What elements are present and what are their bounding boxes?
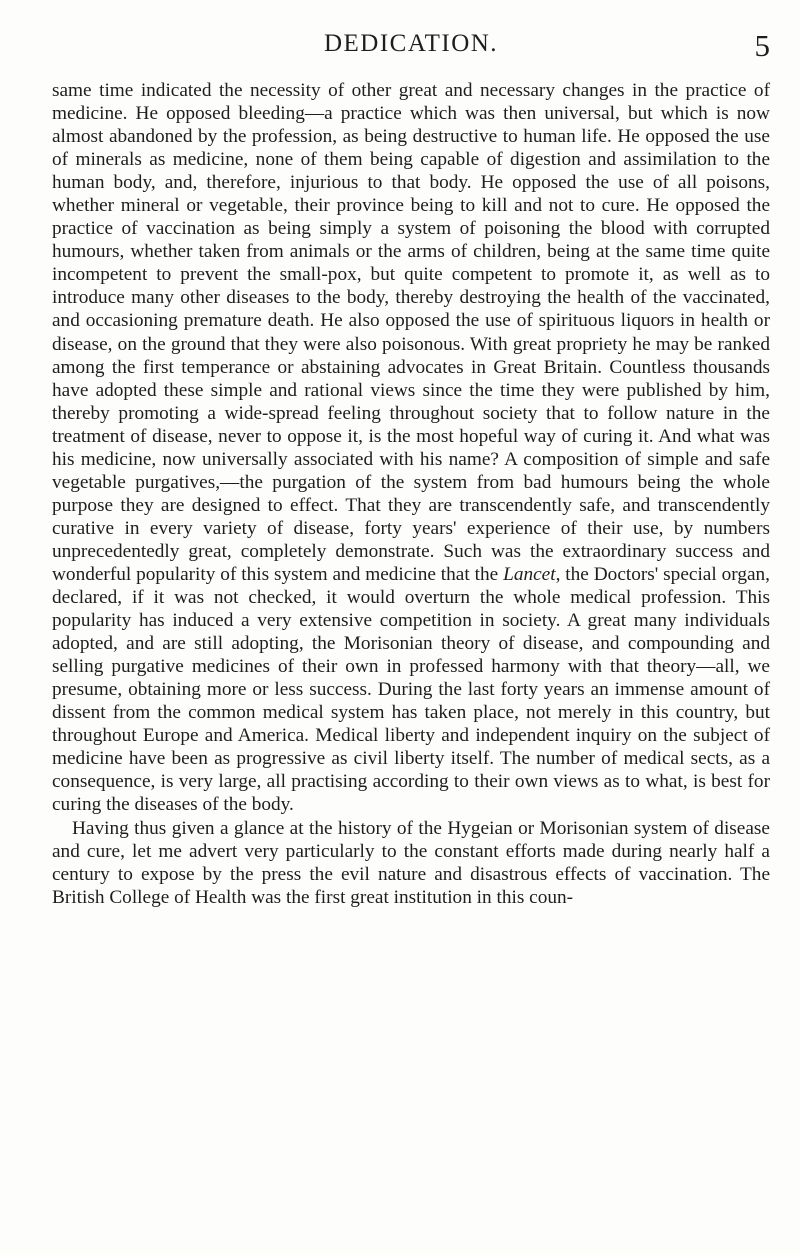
italic-title-lancet: Lancet: [503, 563, 556, 585]
running-title: DEDICATION.: [323, 30, 499, 57]
paragraph: [52, 79, 770, 817]
body-text: [52, 79, 770, 909]
paragraph: Having thus given a glance at the history of the Hygeian or Morisonian system of disease and cure, let me advert very particularly to the constant efforts made during nearly half a century to expose by the press the evil nature and disastrous effects of vaccination. The British College of Health was the first great institution in this coun-: [52, 817, 770, 908]
paragraph-text: same time indicated the necessity of other great and necessary changes in the practice of medicine. He opposed bleeding—a practice which was then universal, but which is now almost abandoned by the profession, as being destructive to human life. He opposed the use of minerals as medicine, none of them being capable of digestion and assimilation to the human body, and, therefore, injurious to that body. He opposed the use of all poisons, whether mineral or vegetable, their province being to kill and not to cure. He opposed the practice of vaccination as being simply a system of poisoning the blood with corrupted humours, whether taken from animals or the arms of children, being at the same time quite incompetent to prevent the small-pox, but quite competent to promote it, as well as to introduce many other diseases to the body, thereby destroying the health of the vaccinated, and occasioning premature death. He also opposed the use of spirituous liquors in health or disease, on the ground that they were also poisonous. With great propriety he may be ranked among the first temperance or abstaining advocates in Great Britain. Countless thousands have adopted these simple and rational views since the time they were published by him, thereby promoting a wide-spread feeling throughout society that to follow nature in the treatment of disease, never to oppose it, is the most hopeful way of curing it. And what was his medicine, now universally associated with his name? A composition of simple and safe vegetable purgatives,—the purgation of the system from bad humours being the whole purpose they are designed to effect. That they are transcendently safe, and transcendently curative in every variety of disease, forty years' experience of their use, by numbers unprecedentedly great, completely demonstrate. Such was the extraordinary success and wonderful popularity of this system and medicine that the: [52, 80, 770, 585]
page-number: 5: [754, 28, 770, 63]
running-head: [52, 28, 770, 68]
paragraph-text: , the Doctors' special organ, declared, if it was not checked, it would overturn the whole medical profession. This popularity has induced a very extensive competition in society. A great many individuals adopted, and are still adopting, the Morisonian theory of disease, and compounding and selling purgative medicines of their own in professed harmony with that theory—all, we presume, obtaining more or less success. During the last forty years an immense amount of dissent from the common medical system has taken place, not merely in this country, but throughout Europe and America. Medical liberty and independent inquiry on the subject of medicine have been as progressive as civil liberty itself. The number of medical sects, as a consequence, is very large, all practising according to their own views as to what, is best for curing the diseases of the body.: [52, 563, 770, 816]
